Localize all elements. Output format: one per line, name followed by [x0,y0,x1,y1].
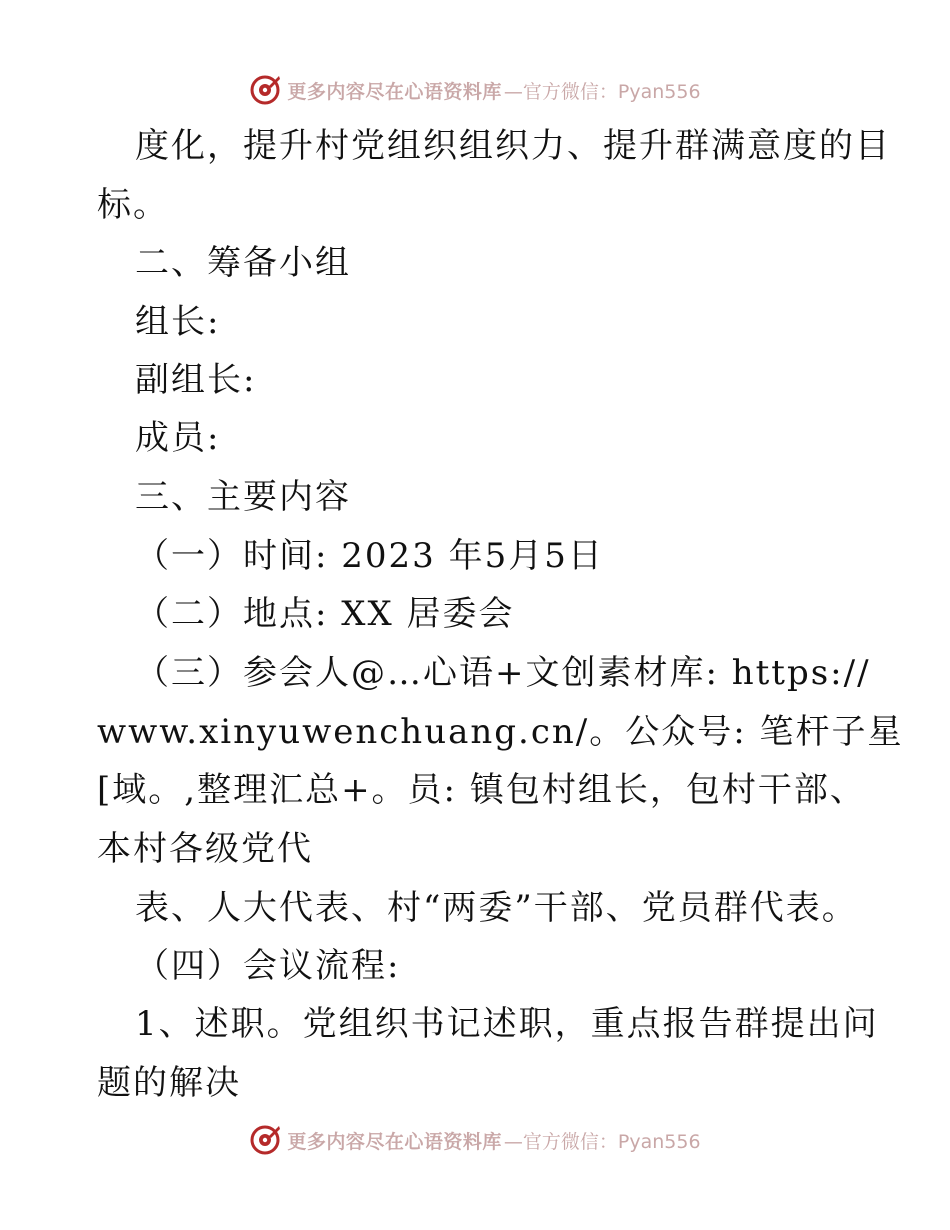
watermark-header [0,70,950,110]
body-line: 成员: [135,418,221,458]
body-line: （一）时间: 2023 年5月5日 [135,536,604,576]
body-line: www.xinyuwenchuang.cn/。公众号: 笔杆子星 [97,712,904,752]
body-line: 1、述职。党组织书记述职，重点报告群提出问 [135,1004,879,1044]
body-line: （二）地点: XX 居委会 [135,594,515,634]
watermark-contact-text: —官方微信：Pyan556 [503,80,701,103]
watermark-brand-text: 更多内容尽在心语资料库 [287,1130,502,1153]
body-line: （四）会议流程: [135,946,401,986]
watermark-footer [0,1120,950,1160]
body-line: 组长: [135,302,221,342]
pen-logo-icon [249,1124,281,1156]
body-line: 表、人大代表、村“两委”干部、党员群代表。 [135,888,858,928]
body-line: （三）参会人@…心语+文创素材库: https:// [135,653,871,693]
watermark-contact-text: —官方微信：Pyan556 [503,1130,701,1153]
body-line: [域。,整理汇总+。员: 镇包村组长，包村干部、 [97,770,866,810]
section-heading: 三、主要内容 [135,477,351,517]
section-heading: 二、筹备小组 [135,243,351,283]
body-line: 题的解决 [97,1063,241,1103]
pen-logo-icon [249,74,281,106]
body-line: 本村各级党代 [97,829,313,869]
body-line: 副组长: [135,360,257,400]
watermark-brand-text: 更多内容尽在心语资料库 [287,80,502,103]
body-line: 度化，提升村党组织组织力、提升群满意度的目 [135,126,891,166]
body-line: 标。 [97,185,169,225]
